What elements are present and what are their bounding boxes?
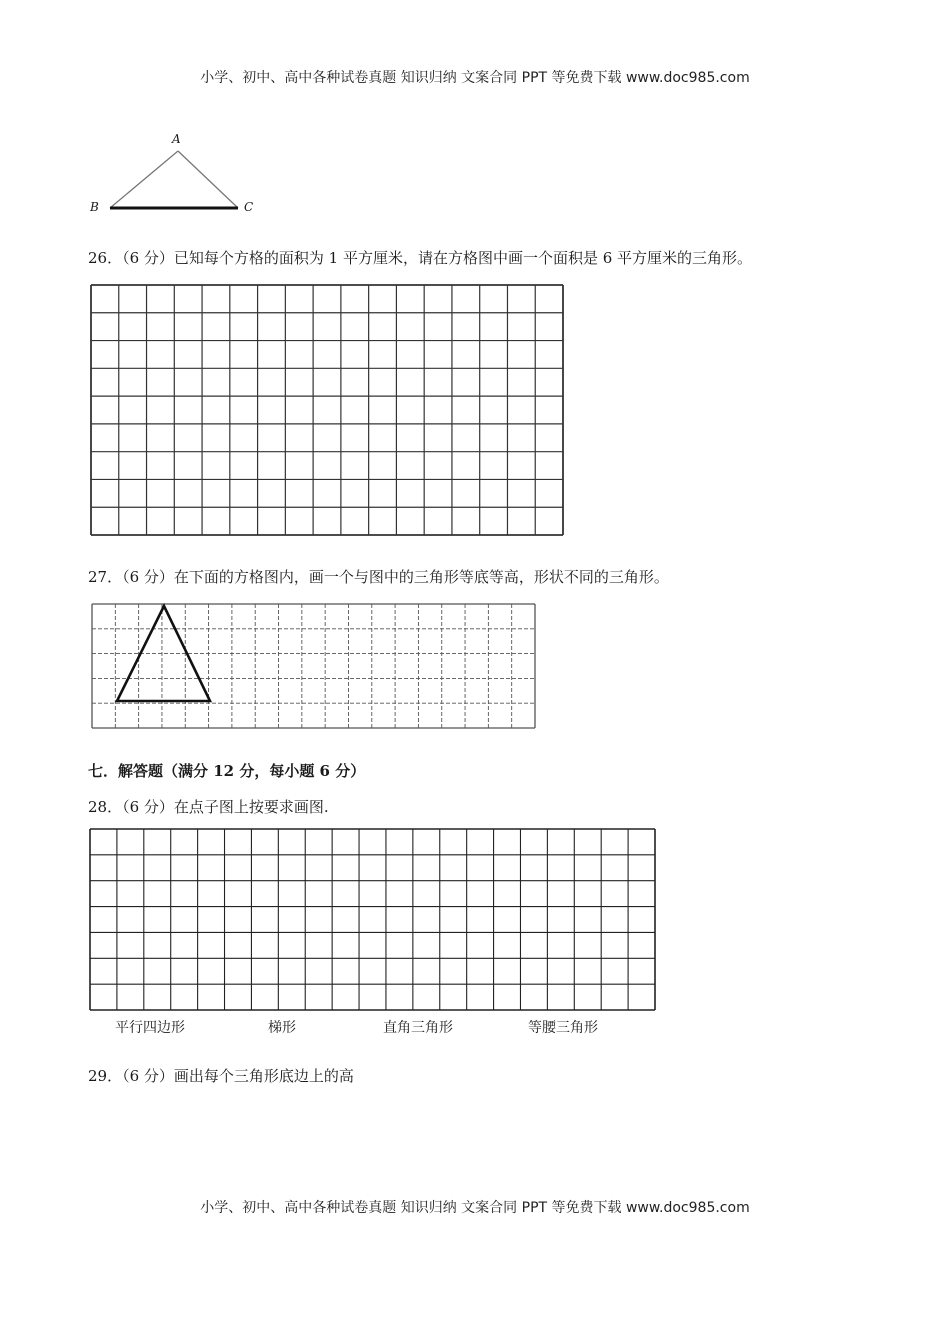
label-trapezoid: 梯形 xyxy=(268,1020,296,1036)
page-header: 小学、初中、高中各种试卷真题 知识归纳 文案合同 PPT 等免费下载 www.doc985.com xyxy=(200,70,750,86)
vertex-label-c: C xyxy=(244,200,254,214)
triangle-abc-figure xyxy=(86,134,262,218)
question-29: 29．（6 分）画出每个三角形底边上的高 xyxy=(88,1067,354,1085)
question-27: 27．（6 分）在下面的方格图内，画一个与图中的三角形等底等高，形状不同的三角形。 xyxy=(88,568,669,586)
page-footer: 小学、初中、高中各种试卷真题 知识归纳 文案合同 PPT 等免费下载 www.doc985.com xyxy=(200,1200,750,1216)
triangle-abc-drawing xyxy=(86,134,262,218)
grid-q28 xyxy=(90,829,655,1010)
vertex-label-a: A xyxy=(172,132,181,146)
grid-q27 xyxy=(92,604,535,728)
question-26: 26．（6 分）已知每个方格的面积为 1 平方厘米，请在方格图中画一个面积是 6 平方厘米的三角形。 xyxy=(88,249,753,267)
label-isosceles-triangle: 等腰三角形 xyxy=(528,1020,598,1036)
vertex-label-b: B xyxy=(90,200,99,214)
section-7-title: 七．解答题（满分 12 分，每小题 6 分） xyxy=(88,762,366,780)
label-right-triangle: 直角三角形 xyxy=(383,1020,453,1036)
question-28: 28．（6 分）在点子图上按要求画图. xyxy=(88,798,329,816)
side-ab xyxy=(110,151,178,208)
grid-q26 xyxy=(91,285,563,535)
side-ac xyxy=(178,151,238,208)
label-parallelogram: 平行四边形 xyxy=(115,1020,185,1036)
